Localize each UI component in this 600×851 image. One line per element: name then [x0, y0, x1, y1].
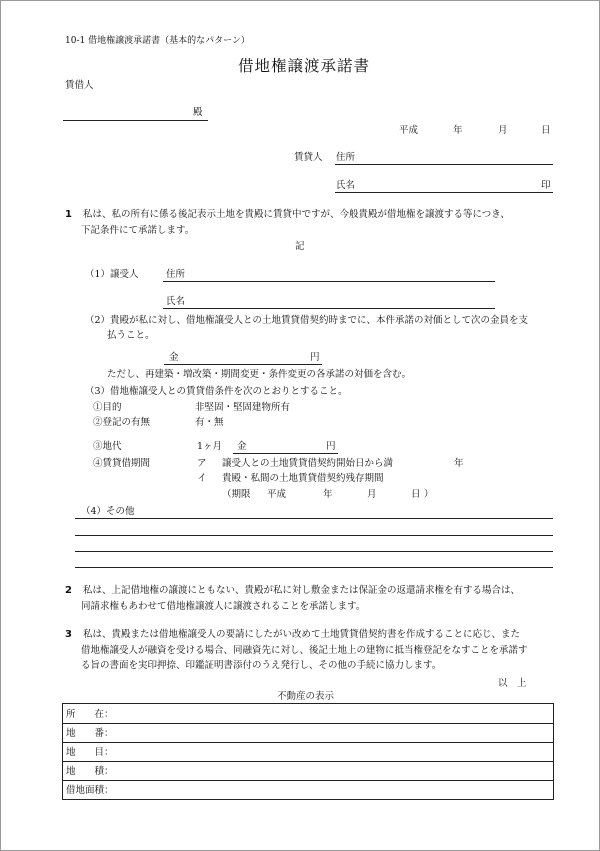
item2-yen: 円: [310, 352, 320, 363]
period-month: 月: [367, 489, 377, 500]
clause-2-line1: 私は、上記借地権の譲渡にともない、貴殿が私に対し敷金または保証金の返還請求権を有する場合は、: [83, 585, 521, 596]
rent-kin: 金: [237, 441, 247, 452]
purpose-value: 非堅固・堅固建物所有: [195, 402, 291, 413]
property-table: [62, 703, 554, 800]
other-line-1: [75, 518, 553, 519]
item2-line2: 払うこと。: [107, 330, 155, 341]
lessor-label: 賃貸人: [294, 152, 323, 163]
property-row-location: 所 在：: [66, 709, 114, 720]
clause-3-line3: る旨の書面を実印押捺、印鑑証明書添付のうえ発行し、その他の手続に協力します。: [81, 660, 442, 671]
clause-2-number: 2: [65, 585, 72, 596]
other-line-2: [75, 535, 553, 536]
registration-label: ②登記の有無: [93, 417, 151, 428]
item4-label: （4）その他: [81, 506, 135, 517]
rent-monthly: 1ヶ月: [197, 441, 223, 452]
lessor-name-line: [335, 192, 553, 193]
lessee-label: 賃借人: [65, 80, 94, 91]
clause-1-line2: 下記条件にて承諾します。: [81, 225, 195, 236]
seal-mark: 印: [541, 180, 551, 191]
date-day: 日: [541, 125, 551, 136]
date-era: 平成: [399, 125, 419, 136]
property-row-divider: [63, 780, 553, 781]
clause-3-number: 3: [65, 629, 72, 640]
property-row-lot-number: 地 番：: [66, 728, 114, 739]
period-a-unit: 年: [454, 458, 464, 469]
clause-1-number: 1: [65, 209, 72, 220]
clause-2-line2: 同請求権もあわせて借地権譲渡人に譲渡されることを承諾します。: [81, 601, 366, 612]
period-year: 年: [323, 489, 333, 500]
period-close: ）: [424, 489, 434, 500]
item2-line1: （2）貴殿が私に対し、借地権譲受人との土地賃貸借契約時までに、本件承諾の対価として次の金員を支: [85, 315, 529, 326]
property-row-land-area: 地 積：: [66, 766, 114, 777]
honorific-dono: 殿: [193, 107, 203, 118]
transferee-name-line: [163, 308, 495, 309]
clause-1-line1: 私は、私の所有に係る後記表示土地を貴殿に賃貸中ですが、今般貴殿が借地権を譲渡する等につき、: [83, 209, 510, 220]
purpose-label: ①目的: [93, 402, 122, 413]
other-line-3: [75, 551, 553, 552]
period-i-mark: イ: [197, 473, 207, 484]
rent-amount-line: [233, 453, 338, 454]
lessee-name-line: [63, 120, 208, 121]
property-row-divider: [63, 723, 553, 724]
document-title: 借地権譲渡承諾書: [238, 57, 371, 75]
item2-note: ただし、再建築・増改築・期間変更・条件変更の各承諾の対価を含む。: [107, 369, 412, 380]
ki-heading: 記: [295, 241, 305, 252]
registration-value: 有・無: [195, 417, 224, 428]
ijo-closing: 以 上: [498, 678, 527, 689]
date-year: 年: [453, 125, 463, 136]
period-a-text: 譲受人との土地賃貸借契約開始日から満: [222, 458, 394, 469]
property-row-divider: [63, 761, 553, 762]
property-row-leased-area: 借地面積：: [66, 785, 114, 796]
period-deadline: （期限: [222, 489, 251, 500]
item2-kin: 金: [169, 352, 179, 363]
transferee-address-label: 住所: [166, 269, 186, 280]
period-era: 平成: [267, 489, 287, 500]
rent-label: ③地代: [93, 441, 122, 452]
property-row-land-category: 地 目：: [66, 747, 114, 758]
transferee-name-label: 氏名: [166, 296, 186, 307]
item3-intro: （3）借地権譲受人との賃貸借条件を次のとおりとすること。: [85, 386, 348, 397]
property-title: 不動産の表示: [277, 691, 335, 702]
period-day: 日: [411, 489, 421, 500]
rent-yen: 円: [326, 441, 336, 452]
document-code: 10-1 借地権譲渡承諾書（基本的なパターン）: [65, 36, 250, 46]
transferee-label: （1）譲受人: [85, 269, 139, 280]
clause-3-line2: 借地権譲受人が融資を受ける場合、同融資先に対し、後記土地上の建物に抵当権登記をなすことを承諾す: [81, 645, 528, 656]
clause-3-line1: 私は、貴殿または借地権譲受人の要請にしたがい改めて土地賃貸借契約書を作成することに応じ、また: [83, 629, 521, 640]
item2-amount-line: [164, 364, 322, 365]
period-a-mark: ア: [197, 458, 207, 469]
transferee-address-line: [163, 281, 495, 282]
other-line-4: [75, 567, 553, 568]
property-row-divider: [63, 742, 553, 743]
date-month: 月: [498, 125, 508, 136]
lessor-address-label: 住所: [336, 152, 356, 163]
period-i-text: 貴殿・私間の土地賃貸借契約残存期間: [222, 473, 384, 484]
period-label: ④賃貸借期間: [93, 458, 151, 469]
lessor-name-label: 氏名: [336, 180, 356, 191]
lessor-address-line: [335, 164, 553, 165]
